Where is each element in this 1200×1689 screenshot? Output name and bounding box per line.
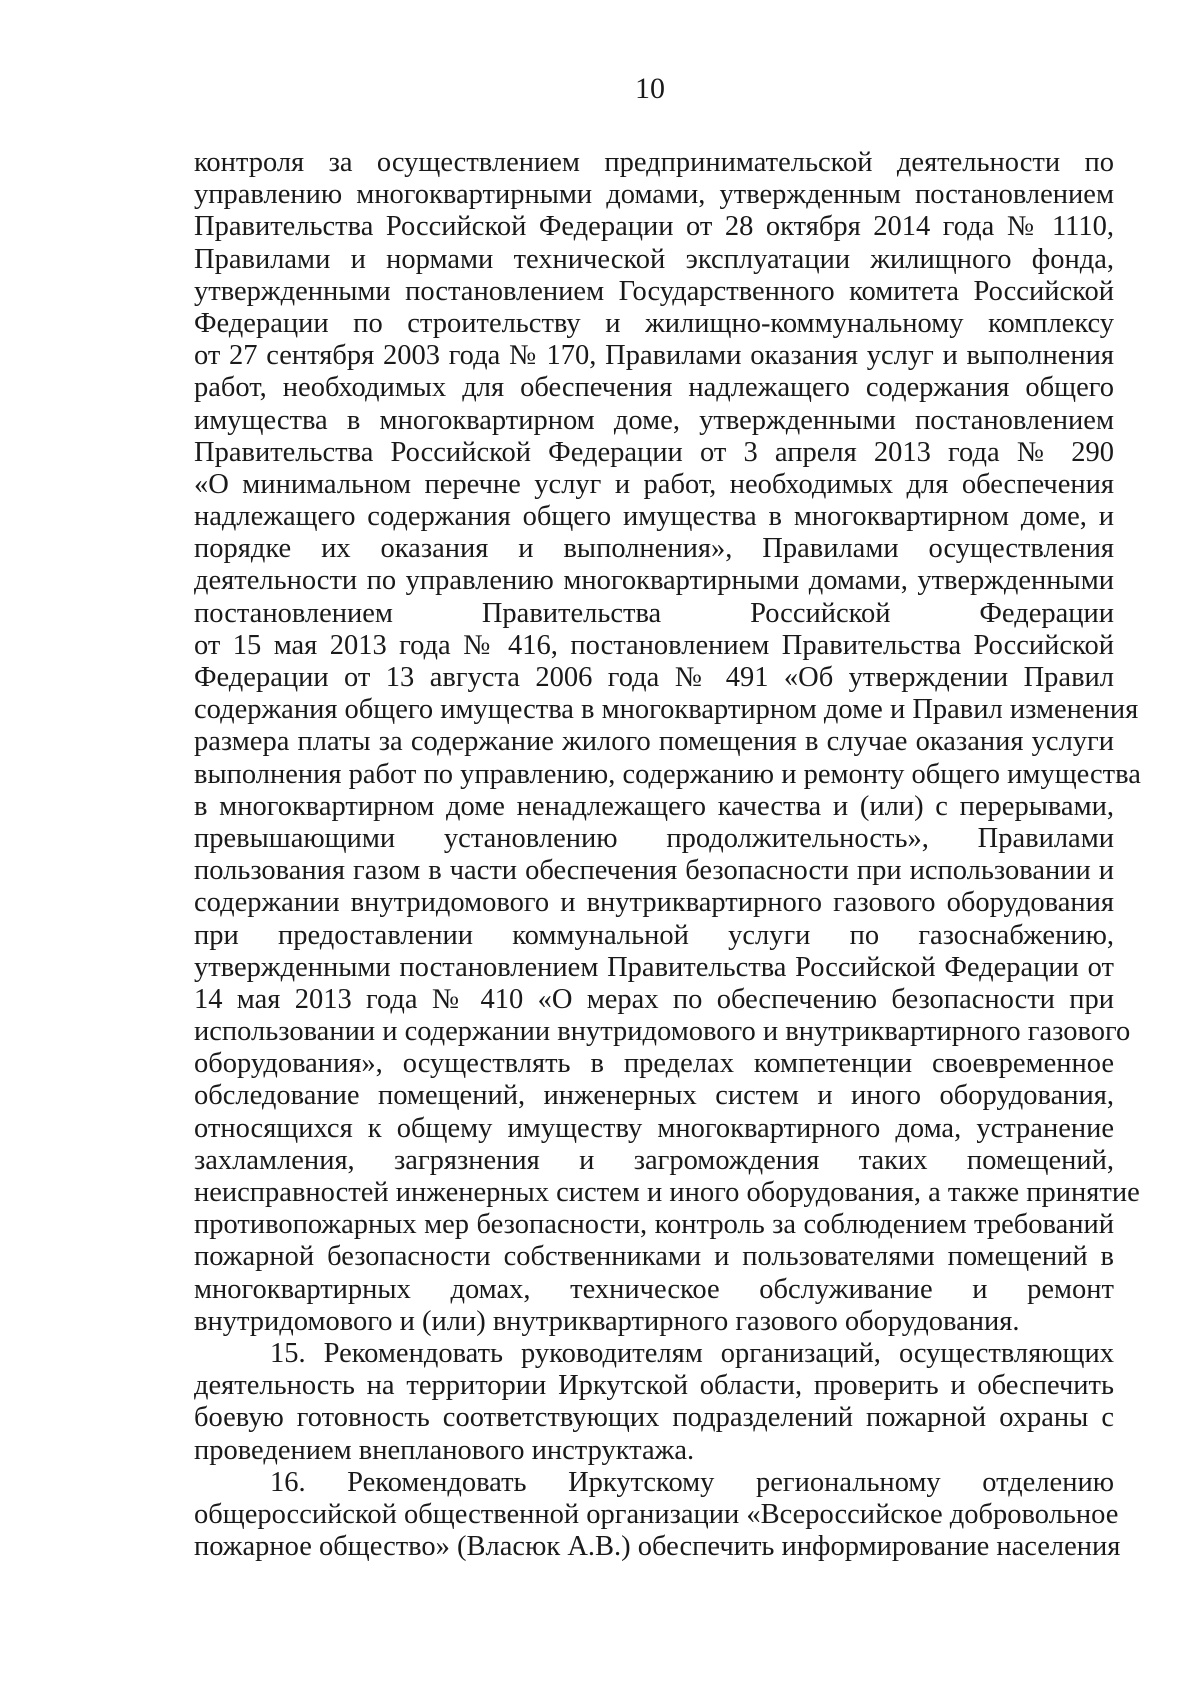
text-line: имущества в многоквартирном доме, утвержденными постановлением bbox=[194, 404, 1114, 436]
text-line: пользования газом в части обеспечения безопасности при использовании и bbox=[194, 855, 1114, 887]
text-line: контроля за осуществлением предпринимательской деятельности по bbox=[194, 147, 1114, 178]
text-line: 15. Рекомендовать руководителям организаций, осуществляющих bbox=[270, 1337, 1114, 1369]
text-line: Федерации от 13 августа 2006 года № 491 «Об утверждении Правил bbox=[194, 662, 1114, 693]
text-line: деятельность на территории Иркутской области, проверить и обеспечить bbox=[194, 1370, 1114, 1402]
text-line: боевую готовность соответствующих подразделений пожарной охраны с bbox=[194, 1402, 1114, 1434]
text-line: пожарное общество» (Власюк А.В.) обеспечить информирование населения bbox=[194, 1531, 1121, 1563]
text-line: содержании внутридомового и внутриквартирного газового оборудования bbox=[194, 887, 1114, 919]
text-line: работ, необходимых для обеспечения надлежащего содержания общего bbox=[194, 372, 1114, 404]
text-line: внутридомового и (или) внутриквартирного газового оборудования. bbox=[194, 1305, 1020, 1337]
text-line: захламления, загрязнения и загромождения таких помещений, bbox=[194, 1144, 1114, 1176]
text-line: общероссийской общественной организации «Всероссийское добровольное bbox=[194, 1498, 1119, 1530]
text-line: Правилами и нормами технической эксплуатации жилищного фонда, bbox=[194, 243, 1114, 275]
text-line: от 15 мая 2013 года № 416, постановлением Правительства Российской bbox=[194, 629, 1114, 661]
text-line: порядке их оказания и выполнения», Правилами осуществления bbox=[194, 533, 1114, 565]
text-line: проведением внепланового инструктажа. bbox=[194, 1434, 695, 1466]
text-line: утвержденными постановлением Правительства Российской Федерации от bbox=[194, 951, 1114, 983]
text-line: надлежащего содержания общего имущества в многоквартирном доме, и bbox=[194, 501, 1114, 533]
text-line: обследование помещений, инженерных систем и иного оборудования, bbox=[194, 1080, 1114, 1112]
text-line: 16. Рекомендовать Иркутскому региональному отделению bbox=[270, 1466, 1114, 1498]
text-line: «О минимальном перечне услуг и работ, необходимых для обеспечения bbox=[194, 468, 1114, 500]
text-line: пожарной безопасности собственниками и пользователями помещений в bbox=[194, 1241, 1114, 1273]
text-line: использовании и содержании внутридомового и внутриквартирного газового bbox=[194, 1016, 1131, 1048]
page-number: 10 bbox=[635, 72, 665, 105]
text-line: Правительства Российской Федерации от 3 апреля 2013 года № 290 bbox=[194, 436, 1114, 468]
text-line: утвержденными постановлением Государственного комитета Российской bbox=[194, 275, 1114, 307]
text-line: оборудования», осуществлять в пределах компетенции своевременное bbox=[194, 1048, 1114, 1080]
text-line: управлению многоквартирными домами, утвержденным постановлением bbox=[194, 179, 1114, 211]
text-line: постановлением Правительства Российской Федерации bbox=[194, 597, 1114, 629]
text-line: выполнения работ по управлению, содержанию и ремонту общего имущества bbox=[194, 758, 1141, 790]
text-line: относящихся к общему имуществу многоквартирного дома, устранение bbox=[194, 1112, 1114, 1144]
text-line: в многоквартирном доме ненадлежащего качества и (или) с перерывами, bbox=[194, 790, 1114, 822]
text-line: 14 мая 2013 года № 410 «О мерах по обеспечению безопасности при bbox=[194, 983, 1114, 1015]
text-line: превышающими установлению продолжительность», Правилами bbox=[194, 822, 1114, 854]
text-line: при предоставлении коммунальной услуги по газоснабжению, bbox=[194, 919, 1114, 951]
text-line: содержания общего имущества в многоквартирном доме и Правил изменения bbox=[194, 694, 1139, 726]
text-line: деятельности по управлению многоквартирными домами, утвержденными bbox=[194, 565, 1114, 597]
text-line: Федерации по строительству и жилищно-коммунальному комплексу bbox=[194, 307, 1114, 339]
text-line: размера платы за содержание жилого помещения в случае оказания услуги bbox=[194, 726, 1114, 758]
text-line: Правительства Российской Федерации от 28 октября 2014 года № 1110, bbox=[194, 211, 1114, 243]
text-line: противопожарных мер безопасности, контроль за соблюдением требований bbox=[194, 1209, 1114, 1241]
document-body bbox=[194, 147, 1141, 1563]
text-line: от 27 сентября 2003 года № 170, Правилами оказания услуг и выполнения bbox=[194, 340, 1114, 372]
text-line: неисправностей инженерных систем и иного оборудования, а также принятие bbox=[194, 1177, 1140, 1208]
text-line: многоквартирных домах, техническое обслуживание и ремонт bbox=[194, 1273, 1114, 1305]
